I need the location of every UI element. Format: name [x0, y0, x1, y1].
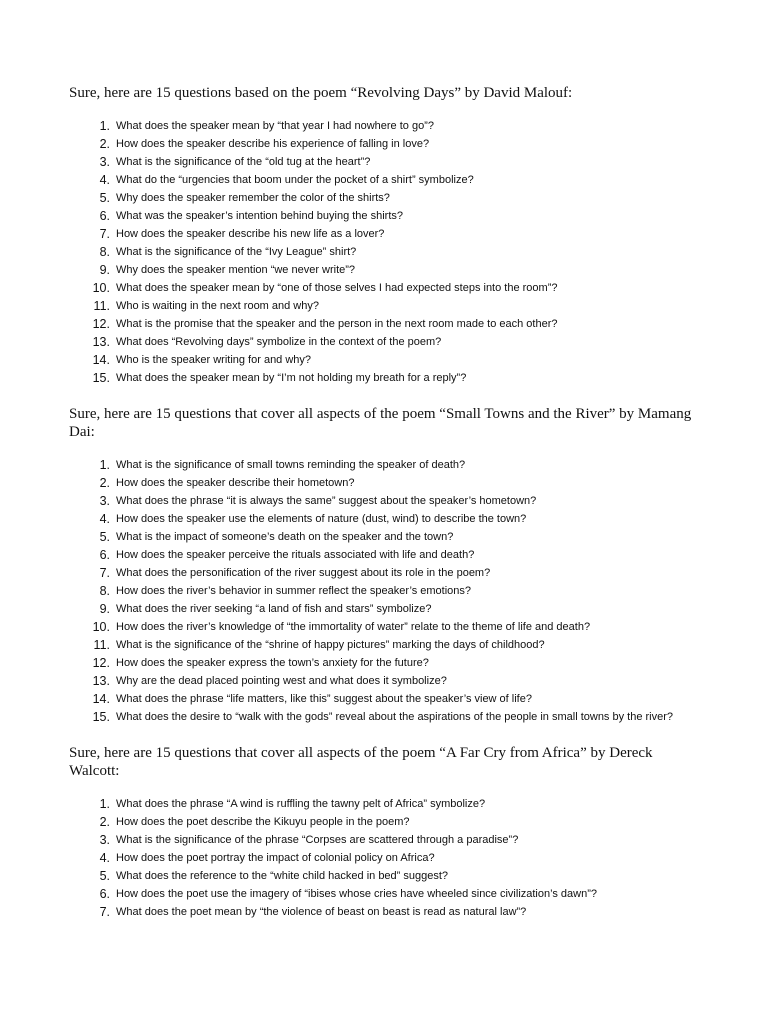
question-item [69, 849, 699, 867]
question-text: How does the poet describe the Kikuyu people in the poem? [116, 816, 410, 828]
question-text: What does the speaker mean by “I’m not holding my breath for a reply”? [116, 372, 467, 384]
question-text: What is the significance of the “old tug at the heart”? [116, 156, 371, 168]
question-number: 9. [99, 602, 110, 616]
question-text: What is the significance of the “Ivy League” shirt? [116, 246, 357, 258]
question-text: Why does the speaker mention “we never write”? [116, 264, 356, 276]
question-item [69, 636, 699, 654]
question-text: What does the speaker mean by “one of those selves I had expected steps into the room”? [116, 282, 558, 294]
question-item [69, 279, 699, 297]
question-item [69, 243, 699, 261]
question-text: What do the “urgencies that boom under the pocket of a shirt” symbolize? [116, 174, 474, 186]
question-number: 2. [99, 137, 110, 151]
question-number: 1. [99, 458, 110, 472]
question-item [69, 582, 699, 600]
question-item [69, 813, 699, 831]
question-text: What does the phrase “A wind is ruffling the tawny pelt of Africa” symbolize? [116, 798, 486, 810]
question-text: What does the phrase “life matters, like this” suggest about the speaker’s view of life? [116, 693, 532, 705]
question-number: 3. [99, 155, 110, 169]
question-number: 4. [99, 173, 110, 187]
question-number: 6. [99, 548, 110, 562]
question-number: 14. [92, 692, 110, 706]
question-text: Who is the speaker writing for and why? [116, 354, 312, 366]
section-far-cry [69, 744, 699, 921]
question-number: 5. [99, 191, 110, 205]
question-item [69, 333, 699, 351]
question-number: 8. [99, 245, 110, 259]
question-number: 4. [99, 851, 110, 865]
question-number: 7. [99, 905, 110, 919]
question-item [69, 510, 699, 528]
question-text: How does the speaker use the elements of nature (dust, wind) to describe the town? [116, 513, 527, 525]
question-item [69, 207, 699, 225]
question-item [69, 690, 699, 708]
question-text: What does the reference to the “white child hacked in bed” suggest? [116, 870, 449, 882]
question-item [69, 795, 699, 813]
question-number: 10. [92, 620, 110, 634]
question-item [69, 189, 699, 207]
question-item [69, 528, 699, 546]
question-number: 2. [99, 815, 110, 829]
question-text: What does the phrase “it is always the same” suggest about the speaker’s hometown? [116, 495, 537, 507]
question-text: What does the river seeking “a land of fish and stars” symbolize? [116, 603, 432, 615]
question-number: 15. [92, 710, 110, 724]
question-item [69, 369, 699, 387]
question-text: Why does the speaker remember the color of the shirts? [116, 192, 390, 204]
question-number: 4. [99, 512, 110, 526]
question-number: 3. [99, 833, 110, 847]
question-item [69, 456, 699, 474]
question-text: How does the speaker describe his new life as a lover? [116, 228, 385, 240]
question-item [69, 546, 699, 564]
question-text: What is the impact of someone’s death on the speaker and the town? [116, 531, 454, 543]
question-text: How does the poet portray the impact of colonial policy on Africa? [116, 852, 435, 864]
question-text: Who is waiting in the next room and why? [116, 300, 319, 312]
question-number: 12. [92, 656, 110, 670]
question-item [69, 225, 699, 243]
question-item [69, 867, 699, 885]
question-number: 1. [99, 797, 110, 811]
question-text: What is the significance of the “shrine of happy pictures” marking the days of childhood? [116, 639, 545, 651]
question-number: 8. [99, 584, 110, 598]
question-number: 6. [99, 209, 110, 223]
question-number: 12. [92, 317, 110, 331]
question-text: Why are the dead placed pointing west and what does it symbolize? [116, 675, 447, 687]
question-number: 14. [92, 353, 110, 367]
question-text: What was the speaker’s intention behind buying the shirts? [116, 210, 403, 222]
question-text: What is the significance of the phrase “Corpses are scattered through a paradise”? [116, 834, 519, 846]
question-text: How does the speaker describe his experience of falling in love? [116, 138, 430, 150]
question-item [69, 474, 699, 492]
question-number: 6. [99, 887, 110, 901]
question-number: 10. [92, 281, 110, 295]
question-number: 3. [99, 494, 110, 508]
question-number: 5. [99, 530, 110, 544]
question-list [69, 117, 699, 387]
question-item [69, 492, 699, 510]
question-text: How does the speaker perceive the rituals associated with life and death? [116, 549, 475, 561]
section-revolving-days [69, 84, 699, 387]
question-item [69, 315, 699, 333]
question-item [69, 708, 699, 726]
question-text: What is the promise that the speaker and the person in the next room made to each other? [116, 318, 558, 330]
question-item [69, 903, 699, 921]
question-text: What does the desire to “walk with the gods” reveal about the aspirations of the people in small towns by the river? [116, 711, 674, 723]
question-item [69, 135, 699, 153]
question-list [69, 456, 699, 726]
question-item [69, 672, 699, 690]
question-text: What does the poet mean by “the violence of beast on beast is read as natural law”? [116, 906, 527, 918]
question-item [69, 564, 699, 582]
question-number: 13. [92, 335, 110, 349]
question-number: 1. [99, 119, 110, 133]
question-text: How does the speaker describe their hometown? [116, 477, 355, 489]
question-number: 13. [92, 674, 110, 688]
question-item [69, 654, 699, 672]
question-text: What does “Revolving days” symbolize in the context of the poem? [116, 336, 442, 348]
question-number: 11. [93, 299, 110, 313]
question-text: How does the river’s knowledge of “the immortality of water” relate to the theme of life and death? [116, 621, 591, 633]
question-item [69, 261, 699, 279]
question-text: What is the significance of small towns reminding the speaker of death? [116, 459, 466, 471]
question-item [69, 171, 699, 189]
section-intro: Sure, here are 15 questions based on the poem “Revolving Days” by David Malouf: [69, 85, 573, 101]
question-number: 2. [99, 476, 110, 490]
question-item [69, 618, 699, 636]
section-intro: Sure, here are 15 questions that cover all aspects of the poem “Small Towns and the River” by Mamang Dai: [69, 406, 692, 440]
question-item [69, 153, 699, 171]
question-item [69, 297, 699, 315]
question-text: How does the speaker express the town’s anxiety for the future? [116, 657, 429, 669]
document-page [69, 84, 699, 939]
question-number: 7. [99, 227, 110, 241]
question-list [69, 795, 699, 921]
question-item [69, 600, 699, 618]
question-item [69, 831, 699, 849]
question-item [69, 351, 699, 369]
question-text: What does the personification of the river suggest about its role in the poem? [116, 567, 491, 579]
question-text: How does the river’s behavior in summer reflect the speaker’s emotions? [116, 585, 472, 597]
question-item [69, 117, 699, 135]
question-number: 15. [92, 371, 110, 385]
question-text: What does the speaker mean by “that year I had nowhere to go”? [116, 120, 434, 132]
question-number: 7. [99, 566, 110, 580]
question-text: How does the poet use the imagery of “ibises whose cries have wheeled since civilization’s dawn”? [116, 888, 597, 900]
question-number: 9. [99, 263, 110, 277]
question-item [69, 885, 699, 903]
question-number: 5. [99, 869, 110, 883]
question-number: 11. [93, 638, 110, 652]
section-small-towns [69, 405, 699, 726]
section-intro: Sure, here are 15 questions that cover all aspects of the poem “A Far Cry from Africa” by Dereck Walcott: [69, 745, 653, 779]
